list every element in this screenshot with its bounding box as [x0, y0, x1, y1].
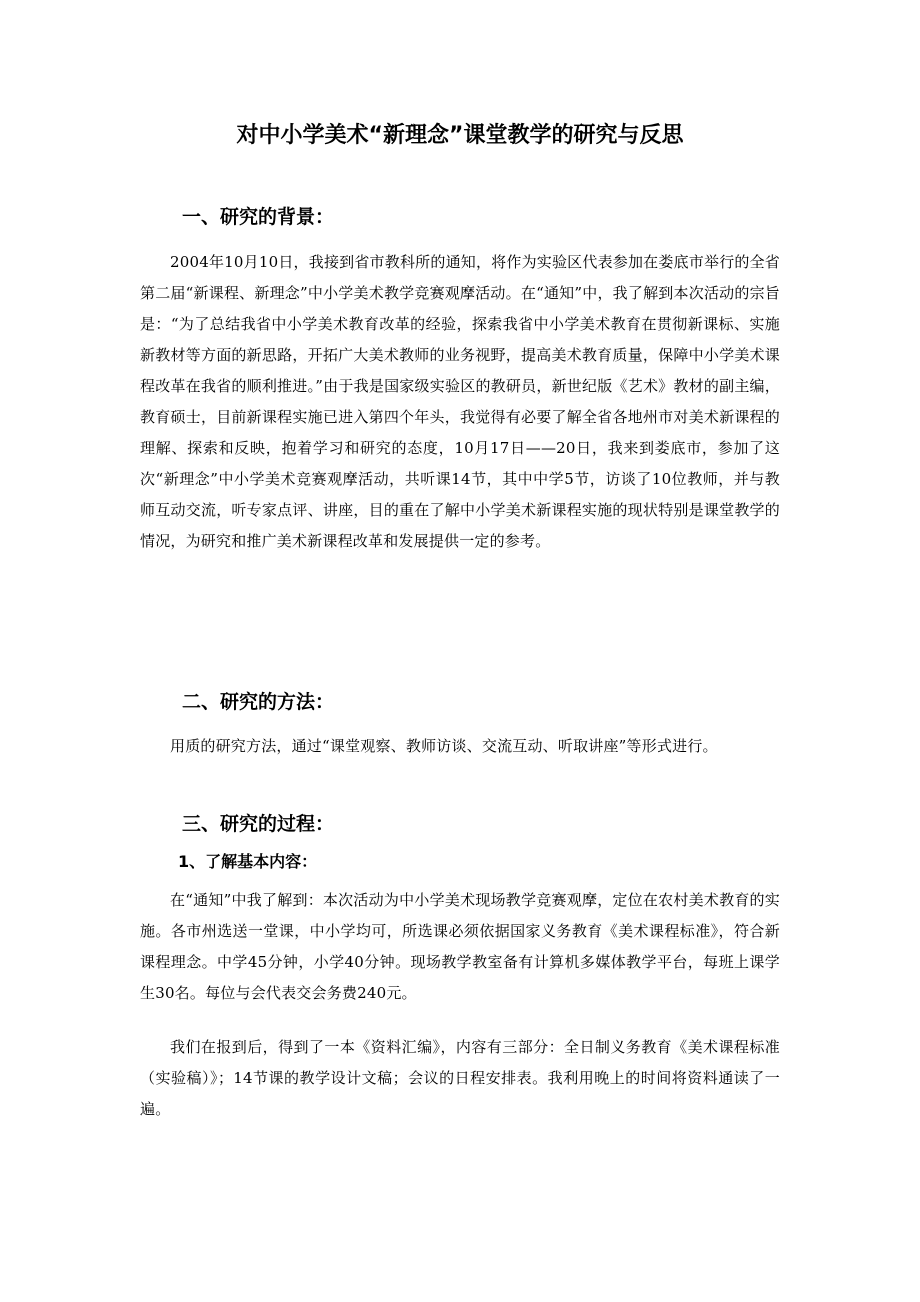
section-heading-background: 一、研究的背景：	[182, 206, 335, 228]
paragraph-background: 2004年10月10日，我接到省市教科所的通知，将作为实验区代表参加在娄底市举行的全省第二届“新课程、新理念”中小学美术教学竞赛观摩活动。在“通知”中，我了解到本次活动的宗旨是：“为了总结我省中小学美术教育改革的经验，探索我省中小学美术教育在贯彻新课标、实施新教材等方面的新思路，开拓广大美术教师的业务视野，提高美术教育质量，保障中小学美术课程改革在我省的顺利推进。”由于我是国家级实验区的教研员，新世纪版《艺术》教材的副主编，教育硕士，目前新课程实施已进入第四个年头，我觉得有必要了解全省各地州市对美术新课程的理解、探索和反映，抱着学习和研究的态度，10月17日——20日，我来到娄底市，参加了这次“新理念”中小学美术竞赛观摩活动，共听课14节，其中中学5节，访谈了10位教师，并与教师互动交流，听专家点评、讲座，目的重在了解中小学美术新课程实施的现状特别是课堂教学的情况，为研究和推广美术新课程改革和发展提供一定的参考。	[140, 253, 780, 550]
paragraph-basic-content: 在“通知”中我了解到：本次活动为中小学美术现场教学竞赛观摩，定位在农村美术教育的实施。各市州选送一堂课，中小学均可，所选课必须依据国家义务教育《美术课程标准》，符合新课程理念。中学45分钟，小学40分钟。现场教学教室备有计算机多媒体教学平台，每班上课学生30名。每位与会代表交会务费240元。	[140, 891, 780, 1002]
paragraph-method: 用质的研究方法，通过“课堂观察、教师访谈、交流互动、听取讲座”等形式进行。	[170, 737, 718, 755]
document-title: 对中小学美术“新理念”课堂教学的研究与反思	[236, 123, 684, 148]
paragraph-materials: 我们在报到后，得到了一本《资料汇编》，内容有三部分：全日制义务教育《美术课程标准（实验稿）》；14节课的教学设计文稿；会议的日程安排表。我利用晚上的时间将资料通读了一遍。	[140, 1038, 780, 1118]
section-heading-process: 三、研究的过程：	[182, 813, 335, 835]
section-heading-method: 二、研究的方法：	[182, 691, 335, 713]
subheading-basic-content: 1、了解基本内容：	[178, 852, 318, 871]
